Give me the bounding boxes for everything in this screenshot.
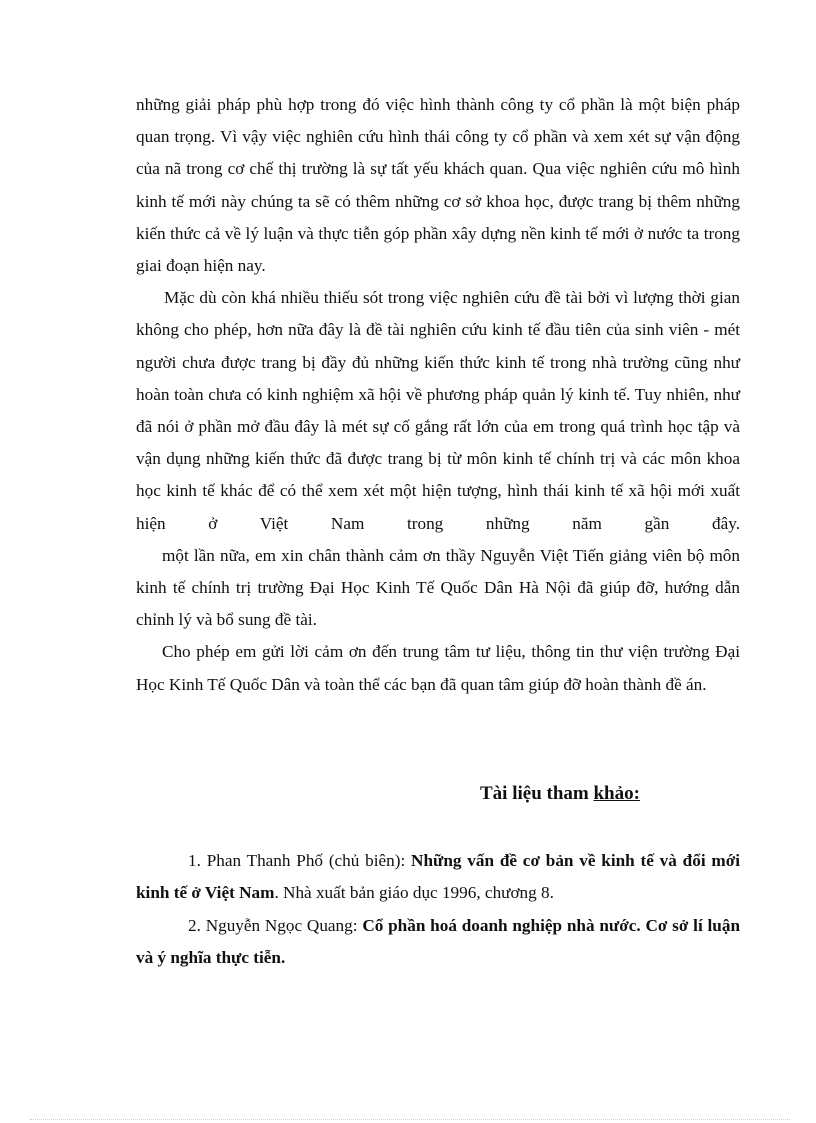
reference-publisher: . Nhà xuất bản giáo dục 1996, chương 8. — [274, 883, 554, 903]
reference-title: Cổ phần hoá doanh nghiệp nhà nước. Cơ sở lí luận và ý nghĩa thực tiễn. — [136, 915, 740, 968]
body-text — [136, 89, 740, 701]
paragraph-3: một lần nữa, em xin chân thành cảm ơn thầy Nguyễn Việt Tiến giảng viên bộ môn kinh tế chính trị trường Đại Học Kinh Tế Quốc Dân Hà Nội đã giúp đỡ, hướng dẫn chỉnh lý và bổ sung đề tài. — [136, 545, 740, 630]
reference-item — [136, 910, 740, 975]
reference-author: Phan Thanh Phố (chủ biên): — [206, 851, 412, 870]
references-heading — [480, 783, 640, 805]
reference-author: Nguyễn Ngọc Quang: — [205, 915, 363, 935]
references-heading-underlined: khảo: — [593, 783, 640, 804]
paragraph-4: Cho phép em gửi lời cảm ơn đến trung tâm tư liệu, thông tin thư viện trường Đại Học Kinh Tế Quốc Dân và toàn thể các bạn đã quan tâm giúp đỡ hoàn thành đề án. — [136, 642, 740, 694]
reference-number: 2. — [188, 915, 201, 935]
references-list — [136, 845, 740, 975]
reference-number: 1. — [188, 851, 201, 870]
references-heading-main: Tài liệu tham — [480, 783, 594, 804]
reference-item — [136, 845, 740, 910]
paragraph-2: Mặc dù còn khá nhiều thiếu sót trong việc nghiên cứu đề tài bởi vì lượng thời gian không cho phép, hơn nữa đây là đề tài nghiên cứu kinh tế đầu tiên của sinh viên - mét người chưa được trang bị đầy đủ những kiến thức kinh tế trong nhà trường cũng như hoàn toàn chưa có kinh nghiệm xã hội về phương pháp quản lý kinh tế. Tuy nhiên, như đã nói ở phần mở đầu đây là mét sự cố gắng rất lớn của em trong quá trình học tập và vận dụng những kiến thức đã được trang bị từ môn kinh tế chính trị và các môn khoa học kinh tế khác để có thể xem xét một hiện tượng, hình thái kinh tế xã hội mới xuất hiện ở Việt Nam trong những năm gần đây. — [136, 288, 740, 533]
reference-title: Những vấn đề cơ bản về kinh tế và đổi mới kinh tế ở Việt Nam — [136, 851, 741, 903]
paragraph-1: những giải pháp phù hợp trong đó việc hình thành công ty cổ phần là một biện pháp quan trọng. Vì vậy việc nghiên cứu hình thái công ty cổ phần và xem xét sự vận động của nã trong cơ chế thị trường là sự tất yếu khách quan. Qua việc nghiên cứu mô hình kinh tế mới này chúng ta sẽ có thêm những cơ sở khoa học, được trang bị thêm những kiến thức cả về lý luận và thực tiễn góp phần xây dựng nền kinh tế mới ở nước ta trong giai đoạn hiện nay. — [136, 95, 740, 276]
footer-divider — [30, 1119, 790, 1120]
